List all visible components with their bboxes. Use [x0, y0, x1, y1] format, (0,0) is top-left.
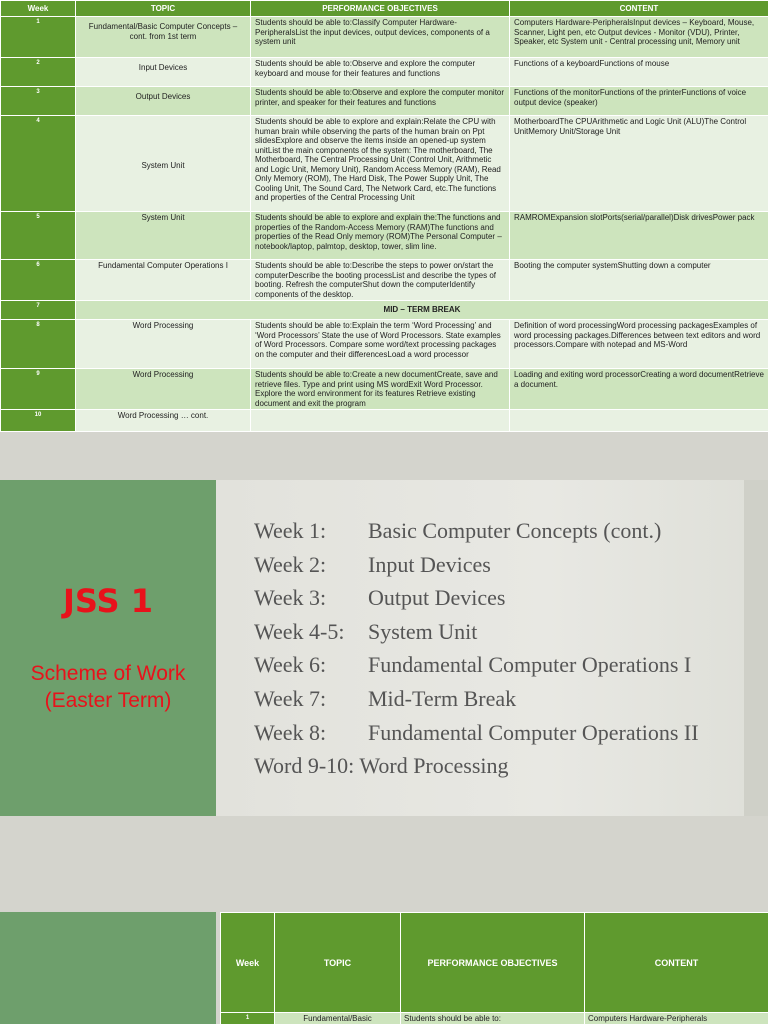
week-line [254, 615, 699, 649]
topic-cell: Output Devices [76, 87, 251, 116]
content-cell: Functions of a keyboardFunctions of mouse [510, 58, 768, 87]
content-cell: MotherboardThe CPUArithmetic and Logic Unit (ALU)The Control UnitMemory Unit/Storage Unit [510, 116, 768, 212]
header-content: CONTENT [510, 1, 768, 17]
week-line [254, 682, 699, 716]
table-slide-partial [0, 864, 768, 1024]
table-row [1, 58, 768, 87]
week-topic: System Unit [368, 618, 478, 644]
header-objectives: PERFORMANCE OBJECTIVES [251, 1, 510, 17]
week-topic: Output Devices [368, 585, 506, 611]
week-line [254, 581, 699, 615]
table-header-row [221, 913, 768, 1013]
table-row [1, 87, 768, 116]
topic-cell: Input Devices [76, 58, 251, 87]
week-label: Week 8: [254, 719, 327, 745]
table-row [1, 212, 768, 260]
week-topic: Basic Computer Concepts (cont.) [368, 518, 662, 543]
week-cell: 8 [1, 320, 76, 369]
week-label: Week 3: [254, 585, 327, 611]
content-cell: Loading and exiting word processorCreating a word documentRetrieve a document. [510, 369, 768, 410]
week-cell: 9 [1, 369, 76, 410]
header-week: Week [1, 1, 76, 17]
content-cell: Computers Hardware-PeripheralsInput devices – Keyboard, Mouse, Scanner, Light pen, etc Output devices - Monitor (VDU), Printer, Speaker, etc System unit - Central processing unit, Memory unit [510, 17, 768, 58]
week-line [254, 716, 699, 750]
topic-cell: Fundamental/Basic Computer Concepts – cont. from 1st term [76, 17, 251, 58]
objectives-cell: Students should be able to explore and explain:Relate the CPU with human brain while observing the parts of the human brain on Ppt slidesExplore and observe the items inside an opened-up system unitList the main components of the system: The motherboard, The Motherboard, The Central Processing Unit (Control Unit, Arithmetic and Logic Unit, Memory Unit), Random Access Memory (RAM), Read Only Memory (ROM), The Hard Disk, The Power Supply Unit, The Cooling Unit, The Sound Card, The Network Card, etc.The functions and properties of the Central Processing Unit [251, 116, 510, 212]
content-cell: Booting the computer systemShutting down a computer [510, 260, 768, 301]
week-topic: Mid-Term Break [368, 685, 517, 711]
panel-edge [744, 480, 768, 816]
week-label: Week 4-5: [254, 618, 345, 644]
table-row [221, 1013, 768, 1024]
week-line [254, 749, 699, 783]
week-line [254, 548, 699, 582]
content-cell: Definition of word processingWord processing packagesExamples of word processing packages.Differences between text editors and word processors.Compare with notepad and MS-Word [510, 320, 768, 369]
objectives-cell: Students should be able to:Classify Computer Hardware-PeripheralsList the input devices, output devices, components of a system unit [251, 17, 510, 58]
week-cell: 5 [1, 212, 76, 260]
slide-subtitle: Scheme of Work (Easter Term) [30, 662, 186, 712]
header-topic: TOPIC [275, 913, 401, 1013]
week-line-last: Word 9-10: Word Processing [254, 753, 509, 779]
title-panel [0, 480, 216, 816]
topic-cell: Word Processing … cont. [76, 410, 251, 432]
table-row [1, 320, 768, 369]
left-panel [0, 912, 216, 1024]
slide-title: JSS 1 [63, 582, 153, 620]
objectives-cell: Students should be able to:Describe the steps to power on/start the computerDescribe the booting processList and describe the types of booting. Refresh the computerShut down the computerIdentify components of the desktop. [251, 260, 510, 301]
week-cell: 4 [1, 116, 76, 212]
summary-slide [0, 432, 768, 864]
scheme-of-work-table-2 [220, 912, 768, 1024]
objectives-cell [251, 410, 510, 432]
table-row [1, 116, 768, 212]
week-cell: 10 [1, 410, 76, 432]
objectives-cell: Students should be able to: [401, 1013, 585, 1024]
table-row [1, 260, 768, 301]
header-week: Week [221, 913, 275, 1013]
table-header-row [1, 1, 768, 17]
scheme-table-slide [0, 0, 768, 432]
table-row-mid-term [1, 301, 768, 320]
week-topic: Input Devices [368, 551, 491, 577]
content-cell: RAMROMExpansion slotPorts(serial/parallel)Disk drivesPower pack [510, 212, 768, 260]
scheme-of-work-table [0, 0, 768, 432]
week-label: Week 1: [254, 518, 327, 543]
objectives-cell: Students should be able to:Explain the term ‘Word Processing’ and ‘Word Processors’ State the use of Word Processors. State examples of Word Processors. Compare some word/text processing packages on the computer and their differencesLoad a word processor [251, 320, 510, 369]
topic-cell: Word Processing [76, 320, 251, 369]
table-row [1, 369, 768, 410]
table-row [1, 410, 768, 432]
week-line [254, 648, 699, 682]
content-cell: Functions of the monitorFunctions of the printerFunctions of voice output device (speaker) [510, 87, 768, 116]
mid-term-break-cell: MID – TERM BREAK [76, 301, 768, 320]
week-cell: 6 [1, 260, 76, 301]
week-cell: 1 [1, 17, 76, 58]
header-topic: TOPIC [76, 1, 251, 17]
week-topic: Fundamental Computer Operations I [368, 652, 692, 678]
weeks-list [254, 514, 699, 783]
week-cell: 2 [1, 58, 76, 87]
table-row [1, 17, 768, 58]
objectives-cell: Students should be able to:Observe and explore the computer keyboard and mouse for their features and functions [251, 58, 510, 87]
week-label: Week 6: [254, 652, 327, 678]
topic-cell: Fundamental Computer Operations I [76, 260, 251, 301]
objectives-cell: Students should be able to explore and explain the:The functions and properties of the Random-Access Memory (RAM)The functions and properties of the Read Only memory (ROM)The Personal Computer – notebook/laptop, palmtop, desktop, tower, slim line. [251, 212, 510, 260]
content-cell: Computers Hardware-Peripherals [585, 1013, 768, 1024]
week-label: Week 7: [254, 685, 327, 711]
header-content: CONTENT [585, 913, 768, 1013]
topic-cell: Fundamental/Basic [275, 1013, 401, 1024]
week-label: Week 2: [254, 551, 327, 577]
content-cell [510, 410, 768, 432]
week-topic: Fundamental Computer Operations II [368, 719, 699, 745]
week-cell: 7 [1, 301, 76, 320]
topic-cell: System Unit [76, 116, 251, 212]
week-cell: 3 [1, 87, 76, 116]
week-line [254, 514, 699, 548]
topic-cell: Word Processing [76, 369, 251, 410]
objectives-cell: Students should be able to:Observe and explore the computer monitor printer, and speaker for their features and functions [251, 87, 510, 116]
header-objectives: PERFORMANCE OBJECTIVES [401, 913, 585, 1013]
objectives-cell: Students should be able to:Create a new documentCreate, save and retrieve files. Type and print using MS wordExit Word Processor. Explore the word environment for its features Retrieve existing document and exit the program [251, 369, 510, 410]
topic-cell: System Unit [76, 212, 251, 260]
week-cell: 1 [221, 1013, 275, 1024]
